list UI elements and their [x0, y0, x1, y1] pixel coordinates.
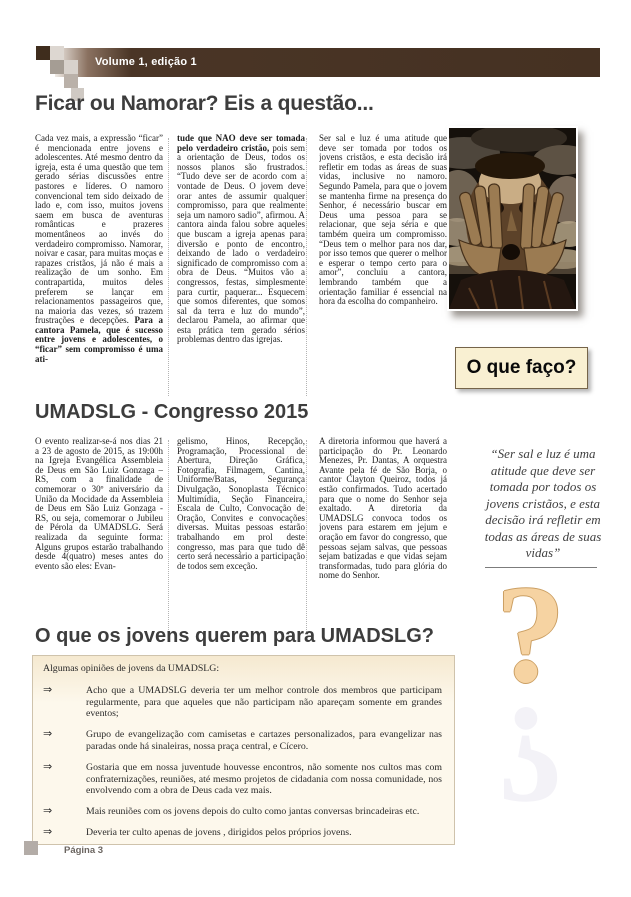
article1-col1-text: Cada vez mais, a expressão “ficar” é mencionada entre jovens e adolescentes. Até mesmo dentro da igreja, esta é uma questão que tem gerado sérias discussões entre pastores e líderes. O namoro convencional tem sido deixado de lado e, com isso, muitos jovens saem em busca de aventuras românticas e prazeres momentâneos ao invés do verdadeiro compromisso. Namorar, noivar e casar, para muitas moças e rapazes cristãos, já não é mais a realização de um sonho. Em contrapartida, muitos deles preferem se lançar em relacionamentos passageiros que, na maioria das vezes, só trazem frustrações e decepções.	[35, 134, 163, 326]
list-item	[43, 806, 444, 818]
article1-columns	[35, 134, 447, 400]
article2-title: UMADSLG - Congresso 2015	[35, 401, 309, 423]
article1-column-2	[177, 134, 305, 400]
column-divider	[306, 138, 307, 396]
arrow-icon: ⇒	[43, 825, 53, 838]
column-divider	[168, 138, 169, 396]
opinion-box	[32, 655, 455, 845]
article2-column-1: O evento realizar-se-á nos dias 21 a 23 de agosto de 2015, as 19:00h na Igreja Evangélica Assembleia de Deus em São Luiz Gonzaga – RS, com a finalidade de comemorar o 30º aniversário da União da Mocidade da Assembleia de Deus em São Luiz Gonzaga - RS, ou seja, comemorar o Jubileu de Pérola da UMADSLG. Será realizada da seguinte forma: Alguns grupos estarão trabalhando desde 4(quatro) meses antes do evento são eles: Evan-	[35, 437, 163, 571]
article2-column-2: gelismo, Hinos, Recepção, Programação, Processional de Abertura, Direção Gráfica, Fotografia, Filmagem, Cantina, Uniforme/Batas, Segurança Divulgação, Sonoplasta Técnico Multimídia, Seção Financeira, Escala de Culto, Convocação de Oração, Convites e convocações diversas. Muitas pessoas estarão trabalhando em prol deste congresso, mas para que tudo dê certo será necessário a participação de todos sem exceção.	[177, 437, 305, 571]
article1-col2-bold: tude que NÃO deve ser tomada pelo verdadeiro cristão,	[177, 134, 305, 153]
opinion-item-text: Gostaria que em nossa juventude houvesse encontros, não somente nos cultos mas com confraternizações, reuniões, até mesmo projetos de cidadania com nossa comunidade, nos envolvendo com a obra de Deus cada vez mais.	[86, 761, 442, 797]
list-item	[43, 827, 444, 839]
article2-column-3: A diretoria informou que haverá a participação do Pr. Leonardo Menezes, Pr. Dantas, A orquestra Avante pela fé de São Borja, o cantor Clayton Queiroz, todos já estão confirmados. Tudo acertado para que o nome do Senhor seja exaltado. A diretoria da UMADSLG convoca todos os jovens para estarem em jejum e oração em favor do congresso, que pessoas sejam salvas, que pessoas sejam batizadas e que vidas sejam transformadas, tudo para glória do nome do Senhor.	[319, 437, 447, 581]
opinion-item-text: Acho que a UMADSLG deveria ter um melhor controle dos membros que participam regularmente, para que aqueles que não participam não apareçam somente em grandes eventos;	[86, 684, 442, 720]
opinion-item-text: Mais reuniões com os jovens depois do culto como jantas conversas brincadeiras etc.	[86, 806, 420, 818]
list-item	[43, 762, 444, 797]
header-bar	[55, 48, 600, 77]
column-divider	[168, 440, 169, 634]
article1-column-1	[35, 134, 163, 400]
article1-col2-text: pois sem a orientação de Deus, todos os nossos planos são frustrados. “Tudo deve ser de acordo com a vontade de Deus. O jovem deve orar antes de assumir qualquer compromisso, para que realmente seja um namoro sadio”, afirmou. A cantora ainda falou sobre aqueles que buscam a igreja apenas para diversão e ponto de encontro, deixando de lado o verdadeiro significado de compromisso com a obra de Deus. “Muitos vão a congressos, festas, simplesmente para curtir, paquerar... Esquecem que somos diferentes, que somos sal da terra e luz do mundo”, declarou Pamela, ao afirmar que esta prática tem gerado sérios problemas dentro das igrejas.	[177, 142, 305, 345]
article2-columns	[35, 437, 447, 637]
arrow-icon: ⇒	[43, 805, 53, 818]
arrow-icon: ⇒	[43, 760, 53, 773]
page-number: Página 3	[64, 845, 104, 856]
opinion-intro: Algumas opiniões de jovens da UMADSLG:	[43, 663, 220, 674]
o-que-faco-callout: O que faço?	[455, 347, 588, 389]
opinion-item-text: Deveria ter culto apenas de jovens , dirigidos pelos próprios jovens.	[86, 826, 352, 838]
article3-title: O que os jovens querem para UMADSLG?	[35, 625, 434, 647]
footer-square-decoration	[24, 841, 38, 855]
article1-title: Ficar ou Namorar? Eis a questão...	[35, 92, 374, 115]
list-item	[43, 729, 444, 753]
sidebar-quote: “Ser sal e luz é uma atitude que deve ser tomada por todos os jovens cristãos, e esta decisão irá refletir em todas as áreas de suas vidas”	[484, 446, 602, 560]
arrow-icon: ⇒	[43, 728, 53, 741]
photo-frame	[447, 126, 578, 311]
article1-column-3: Ser sal e luz é uma atitude que deve ser tomada por todos os jovens cristãos, e esta decisão irá refletir em todas as áreas de suas vidas, inclusive no namoro. Segundo Pamela, para que o jovem se mantenha firme na presença do Senhor, é necessário buscar em Deus uma pessoa para se relacionar, que seja séria e que também queira um compromisso. “Deus tem o melhor para nos dar, por isso temos que querer o melhor e esperar o tempo certo para o amor”, concluiu a cantora, lembrando também que a orientação familiar é essencial na hora da escolha do companheiro.	[319, 134, 447, 307]
arrow-icon: ⇒	[43, 683, 53, 696]
column-divider	[306, 440, 307, 634]
question-mark-graphic: ?	[495, 557, 566, 712]
article1-col1-bold: Para a cantora Pamela, que é sucesso entre jovens e adolescentes, o “ficar” sem compromisso é uma ati-	[35, 315, 163, 364]
distressed-man-photo	[449, 128, 576, 309]
list-item	[43, 685, 444, 720]
question-mark-reflection: ?	[495, 678, 566, 833]
volume-label: Volume 1, edição 1	[95, 56, 197, 68]
opinion-item-text: Grupo de evangelização com camisetas e cartazes personalizados, para evangelizar nas paradas onde há sinaleiras, nossa praça central, e Cícero.	[86, 729, 442, 752]
